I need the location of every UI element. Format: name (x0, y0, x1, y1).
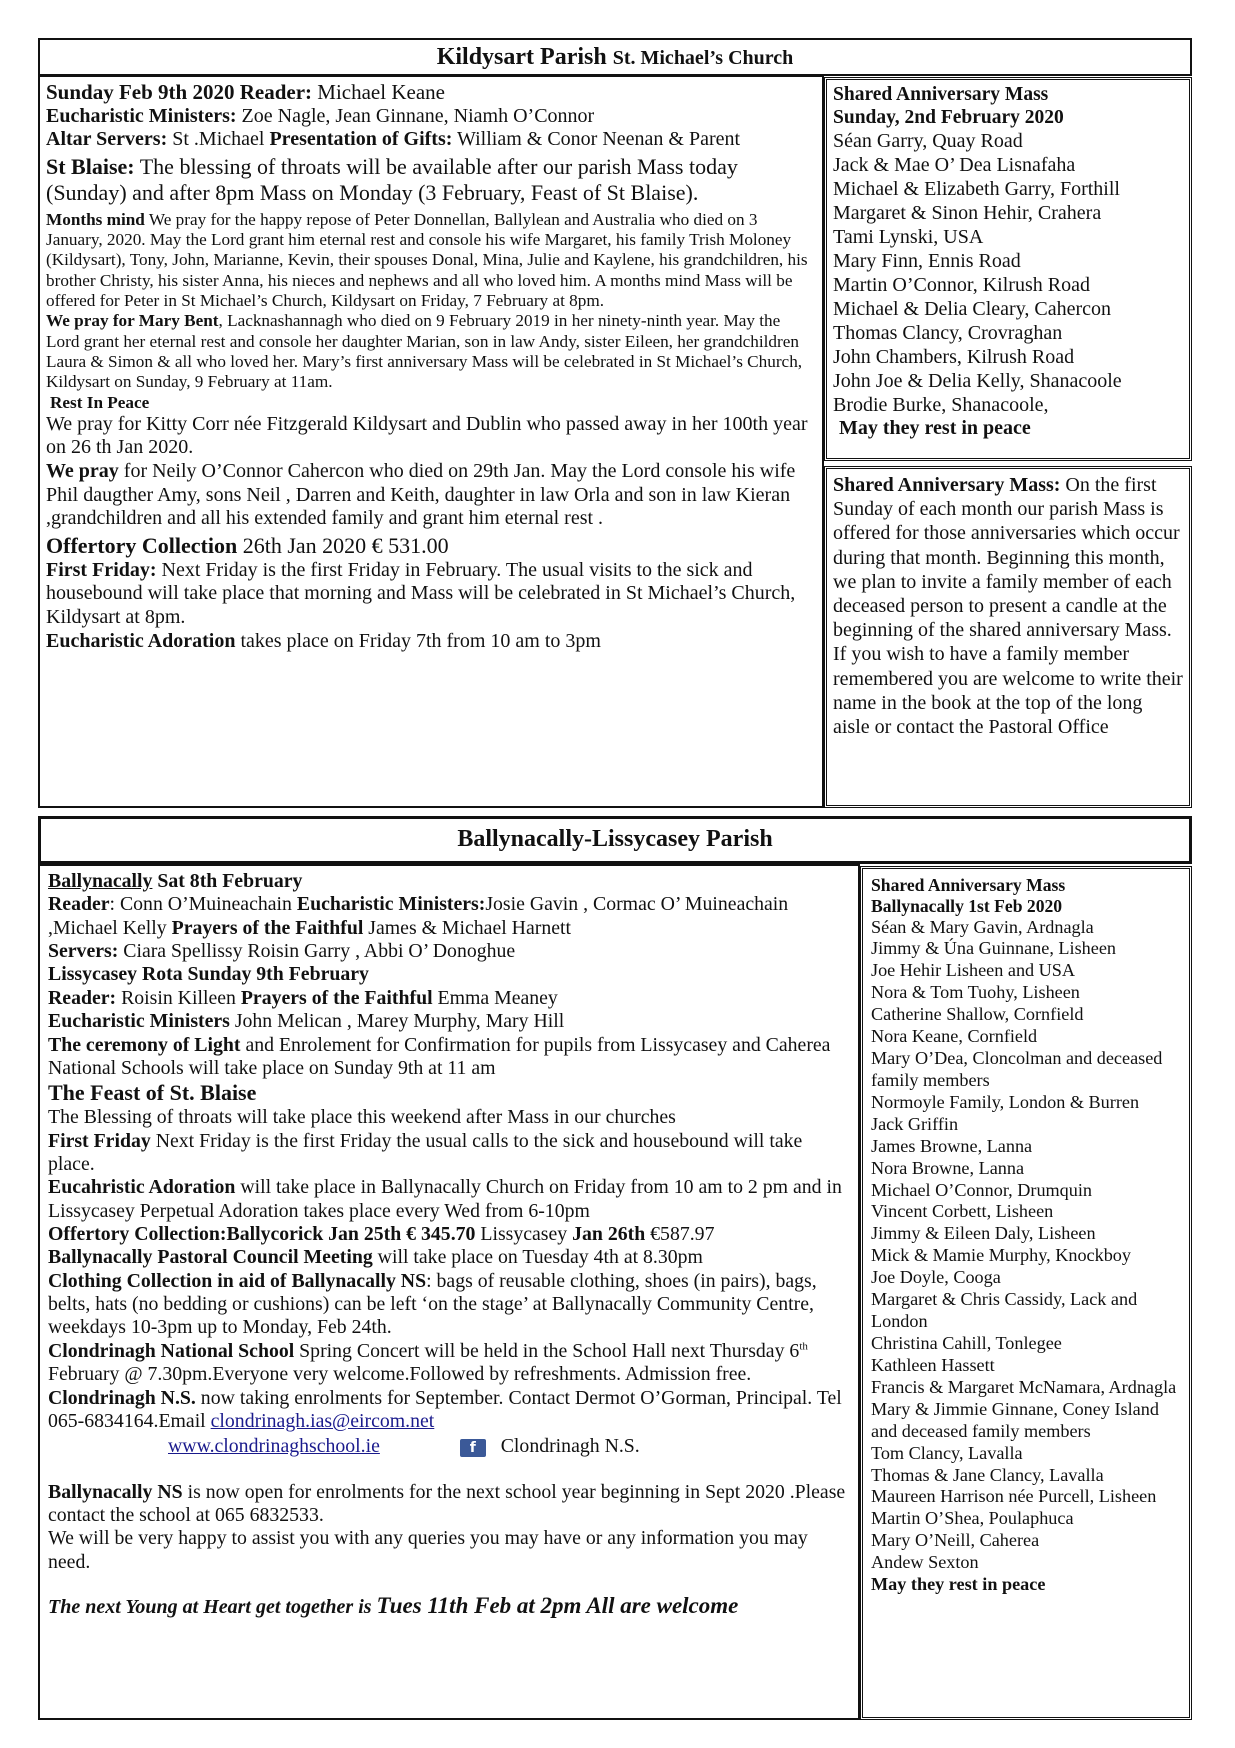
anniversary-name: Mick & Mamie Murphy, Knockboy (871, 1245, 1131, 1266)
em-label: Eucharistic Ministers: (296, 893, 486, 916)
email-link[interactable]: clondrinagh.ias@eircom.net (210, 1409, 435, 1432)
em-names: Josie Gavin , Cormac O’ Muineachain ,Michael Kelly (48, 893, 789, 939)
facebook-page-name: Clondrinagh N.S. (500, 1435, 640, 1458)
anniversary-name: Francis & Margaret McNamara, Ardnagla (871, 1376, 1177, 1397)
first-friday-notice (46, 559, 816, 630)
pastoral-council (48, 1246, 850, 1269)
anniversary-name: Michael & Delia Cleary, Cahercon (833, 298, 1112, 320)
facebook-icon[interactable]: f (460, 1439, 486, 1457)
clothing-label: Clothing Collection in aid of Ballynacally NS (48, 1269, 427, 1292)
ballynacally-sat-heading (48, 870, 850, 893)
potf-names: James & Michael Harnett (368, 916, 571, 939)
st-blaise-text: The blessing of throats will be available after our parish Mass today (Sunday) and after 8pm Mass on Monday (3 February, Feast of St Blaise). (46, 153, 738, 205)
anniversary-name: Michael & Elizabeth Garry, Forthill (833, 178, 1120, 200)
ballynacally-anniversary-list (860, 866, 1192, 1720)
anniversary-name: Mary Finn, Ennis Road (833, 250, 1021, 272)
liss-reader (48, 987, 850, 1010)
anniversary-name: Martin O’Connor, Kilrush Road (833, 274, 1090, 296)
first-friday (48, 1130, 850, 1177)
adoration-label: Eucharistic Adoration (46, 629, 236, 652)
sat-servers (48, 940, 850, 963)
anniversary-name: Brodie Burke, Shanacoole, (833, 394, 1049, 416)
offertory-amount2: €587.97 (645, 1222, 715, 1245)
spring-concert (48, 1340, 850, 1387)
rota-date-label: Sunday Feb 9th 2020 Reader: (46, 80, 313, 104)
assist-text: We will be very happy to assist you with any queries you may have or any information you may need. (48, 1527, 808, 1573)
bns-label: Ballynacally NS (48, 1480, 183, 1503)
gifts-names: William & Conor Neenan & Parent (457, 128, 741, 151)
anniversary-name: Margaret & Chris Cassidy, Lack and London (871, 1289, 1138, 1332)
months-mind-text: We pray for the happy repose of Peter Donnellan, Ballylean and Australia who died on 3 January, 2020. May the Lord grant him eternal rest and console his wife Margaret, his family Trish Moloney (Kildysart), Tony, John, Marianne, Kevin, their spouses Donal, Mina, Julie and Kaylene, his grandchildren, his brother Christy, his sister Anna, his nieces and nephews and all who loved him. A months mind Mass will be offered for Peter in St Michael’s Church, Kildysart on Friday, 7 February at 8pm. (46, 209, 808, 311)
mary-bent-text: , Lacknashannagh who died on 9 February 2019 in her ninety-ninth year. May the Lord grant her eternal rest and console her daughter Marian, son in law Andy, sister Eileen, her grandchildren Laura & Simon & all who loved her. Mary’s first anniversary Mass will be celebrated in St Michael’s Church, Kildysart on Sunday, 9 February at 11am. (46, 311, 803, 392)
months-mind-notice (46, 210, 816, 311)
anniversary-name: Jack Griffin (871, 1113, 959, 1134)
enrol-text: now taking enrolments for September. Contact Dermot O’Gorman, Principal. Tel 065-6834164.Email (48, 1386, 842, 1432)
anniversary-name: Thomas & Jane Clancy, Lavalla (871, 1464, 1104, 1485)
concert-sup: th (799, 1340, 808, 1353)
anniversary-name: John Joe & Delia Kelly, Shanacoole (833, 370, 1122, 392)
clondrinagh-links (48, 1435, 850, 1458)
anniversary-name: Jimmy & Úna Guinnane, Lisheen (871, 938, 1116, 959)
mary-bent-label: We pray for Mary Bent (46, 311, 219, 331)
anniversary-name: Nora Browne, Lanna (871, 1157, 1025, 1178)
bally-anniv-title-1: Shared Anniversary Mass (871, 875, 1066, 895)
bally-anniv-names (871, 917, 1181, 1575)
ballynacally-ns-enrolment (48, 1481, 850, 1528)
anniv-title-1: Shared Anniversary Mass (833, 84, 1049, 105)
kildysart-rota-em (46, 105, 816, 129)
anniversary-name: Tom Clancy, Lavalla (871, 1442, 1023, 1463)
offertory (48, 1223, 850, 1246)
anniversary-name: Joe Hehir Lisheen and USA (871, 960, 1076, 981)
bally-anniv-title-2: Ballynacally 1st Feb 2020 (871, 895, 1063, 916)
adoration-text: will take place in Ballynacally Church on Friday from 10 am to 2 pm and in Lissycasey Perpetual Adoration takes place every Wed from 6-10pm (48, 1176, 842, 1222)
enrol-label: Clondrinagh N.S. (48, 1386, 196, 1409)
anniversary-name: Mary & Jimmie Ginnane, Coney Island and deceased family members (871, 1398, 1159, 1441)
feast-st-blaise-text: The Blessing of throats will take place this weekend after Mass in our churches (48, 1106, 676, 1129)
kildysart-header (38, 38, 1192, 76)
kildysart-rota-servers (46, 128, 816, 152)
ff-text: Next Friday is the first Friday the usual calls to the sick and housebound will take place. (48, 1129, 803, 1175)
offertory-text: 26th Jan 2020 € 531.00 (242, 532, 449, 558)
servers-label: Servers: (48, 940, 119, 963)
anniversary-name: Kathleen Hassett (871, 1354, 995, 1375)
clothing-text: : bags of reusable clothing, shoes (in pairs), bags, belts, hats (no bedding or cushions) can be left ‘on the stage’ at Ballynacally Community Centre, weekdays 10-3pm up to Monday, Feb 24th. (48, 1269, 817, 1339)
liss-reader-label: Reader: (48, 986, 117, 1009)
rip-label: Rest In Peace (50, 392, 150, 412)
anniv-title-2: Sunday, 2nd February 2020 (833, 107, 1064, 128)
kildysart-rota-reader (46, 80, 816, 105)
liss-em-label: Eucharistic Ministers (48, 1010, 230, 1033)
concert-label: Clondrinagh National School (48, 1339, 295, 1362)
anniversary-name: Vincent Corbett, Lisheen (871, 1201, 1054, 1222)
anniversary-name: Séan Garry, Quay Road (833, 130, 1023, 152)
anniversary-name: Christina Cahill, Tonlegee (871, 1333, 1062, 1354)
sat-date: Sat 8th February (157, 870, 303, 892)
servers-names: Ciara Spellissy Roisin Garry , Abbi O’ Donoghue (123, 940, 516, 963)
anniversary-name: Catherine Shallow, Cornfield (871, 1004, 1084, 1025)
anniversary-name: Jack & Mae O’ Dea Lisnafaha (833, 154, 1076, 176)
liss-em (48, 1010, 850, 1033)
reader-label: Reader (48, 893, 110, 916)
adoration-label: Eucahristic Adoration (48, 1176, 236, 1199)
kildysart-church: St. Michael’s Church (612, 47, 794, 69)
offertory-label: Offertory Collection (46, 532, 238, 558)
anniversary-name: Mary O’Dea, Cloncolman and deceased family members (871, 1048, 1163, 1090)
em-label: Eucharistic Ministers: (46, 104, 237, 127)
anniversary-name: Joe Doyle, Cooga (871, 1267, 1001, 1288)
st-blaise-notice (46, 154, 816, 206)
ff-label: First Friday (48, 1129, 151, 1152)
neily-label: We pray (46, 460, 119, 483)
reader-name: : Conn O’Muineachain (109, 893, 297, 916)
anniversary-name: Michael O’Connor, Drumquin (871, 1179, 1093, 1200)
anniversary-name: Jimmy & Eileen Daly, Lisheen (871, 1223, 1096, 1244)
anniversary-name: Maureen Harrison née Purcell, Lisheen (871, 1486, 1157, 1507)
potf-label: Prayers of the Faithful (171, 916, 364, 939)
anniv-info-body: On the first Sunday of each month our parish Mass is offered for those anniversaries which occur during that month. Beginning this month, we plan to invite a family member of each deceased person to present a candle at the beginning of the shared anniversary Mass. If you wish to have a family member remembered you are welcome to write their name in the book at the top of the long aisle or contact the Pastoral Office (833, 474, 1183, 738)
anniv-info-label: Shared Anniversary Mass: (833, 474, 1061, 496)
liss-potf-name: Emma Meaney (437, 986, 558, 1009)
em-names: Zoe Nagle, Jean Ginnane, Niamh O’Connor (241, 104, 595, 127)
ballynacally-main-column (38, 864, 860, 1720)
liss-em-names: John Melican , Marey Murphy, Mary Hill (234, 1010, 565, 1033)
lissycasey-rota-heading: Lissycasey Rota Sunday 9th February (48, 963, 369, 986)
anniversary-name: Andew Sexton (871, 1552, 979, 1573)
anniversary-name: Nora & Tom Tuohy, Lisheen (871, 982, 1080, 1003)
anniv-info-text (833, 473, 1183, 739)
liss-reader-name: Roisin Killeen (121, 986, 241, 1009)
anniversary-name: Martin O’Shea, Poulaphuca (871, 1508, 1074, 1529)
ceremony-of-light (48, 1034, 850, 1081)
anniv-closing: May they rest in peace (839, 417, 1031, 439)
bns-text: is now open for enrolments for the next school year beginning in Sept 2020 .Please contact the school at 065 6832533. (48, 1480, 846, 1526)
offertory-label: Offertory Collection:Ballycorick Jan 25th € 345.70 (48, 1222, 476, 1245)
adoration (48, 1176, 850, 1223)
bally-anniv-closing: May they rest in peace (871, 1574, 1046, 1595)
kildysart-anniversary-list (824, 77, 1192, 461)
rota-reader: Michael Keane (317, 80, 445, 104)
anniv-names (833, 129, 1183, 417)
kildysart-title: Kildysart Parish (436, 44, 607, 70)
council-text: will take place on Tuesday 4th at 8.30pm (372, 1246, 703, 1269)
anniversary-name: John Chambers, Kilrush Road (833, 346, 1075, 368)
rip-heading (46, 393, 816, 413)
concert-text-1: Spring Concert will be held in the School Hall next Thursday 6 (294, 1339, 800, 1362)
sat-rota (48, 893, 850, 940)
anniversary-name: James Browne, Lanna (871, 1135, 1033, 1156)
first-friday-label: First Friday: (46, 558, 157, 581)
anniversary-name: Mary O’Neill, Caherea (871, 1530, 1040, 1551)
ballynacally-header (38, 816, 1192, 864)
offertory-date2: Jan 26th (572, 1222, 646, 1245)
anniversary-name: Séan & Mary Gavin, Ardnagla (871, 916, 1094, 937)
council-label: Ballynacally Pastoral Council Meeting (48, 1246, 373, 1269)
young-at-heart (48, 1592, 850, 1620)
gifts-label: Presentation of Gifts: (269, 128, 453, 151)
feast-st-blaise-title: The Feast of St. Blaise (48, 1080, 257, 1106)
rip-text: We pray for Kitty Corr née Fitzgerald Kildysart and Dublin who passed away in her 100th year on 26 th Jan 2020. (46, 412, 808, 459)
young-at-heart-text: The next Young at Heart get together is (48, 1596, 377, 1619)
sat-place: Ballynacally (48, 870, 153, 892)
young-at-heart-date: Tues 11th Feb at 2pm All are welcome (376, 1593, 739, 1619)
first-friday-text: Next Friday is the first Friday in February. The usual visits to the sick and housebound will take place that morning and Mass will be celebrated in St Michael’s Church, Kildysart at 8pm. (46, 558, 796, 628)
adoration-text: takes place on Friday 7th from 10 am to 3pm (240, 629, 601, 652)
light-label: The ceremony of Light (48, 1033, 241, 1056)
offertory-mid: Lissycasey (475, 1222, 573, 1245)
anniversary-name: Tami Lynski, USA (833, 226, 984, 248)
ballynacally-title: Ballynacally-Lissycasey Parish (457, 826, 773, 852)
servers-label: Altar Servers: (46, 128, 168, 151)
anniversary-name: Normoyle Family, London & Burren (871, 1091, 1140, 1112)
kildysart-anniversary-info (824, 466, 1192, 808)
anniversary-name: Margaret & Sinon Hehir, Crahera (833, 202, 1102, 224)
neily-notice (46, 460, 816, 531)
offertory-notice (46, 533, 816, 559)
st-blaise-label: St Blaise: (46, 153, 135, 179)
light-text: and Enrolement for Confirmation for pupils from Lissycasey and Caherea National Schools will take place on Sunday 9th at 11 am (48, 1033, 831, 1079)
anniversary-name: Nora Keane, Cornfield (871, 1026, 1038, 1047)
adoration-notice (46, 630, 816, 654)
concert-text-2: February @ 7.30pm.Everyone very welcome.Followed by refreshments. Admission free. (48, 1363, 752, 1386)
website-link[interactable]: www.clondrinaghschool.ie (168, 1435, 380, 1458)
kildysart-main-column (38, 75, 824, 808)
clothing-collection (48, 1270, 850, 1340)
clondrinagh-enrolment (48, 1387, 850, 1434)
neily-text: for Neily O’Connor Cahercon who died on 29th Jan. May the Lord console his wife Phil daugther Amy, sons Neil , Darren and Keith, daughter in law Orla and son in law Kieran ,grandchildren and all his extended family and grant him eternal rest . (46, 460, 796, 530)
liss-potf-label: Prayers of the Faithful (240, 986, 433, 1009)
servers-names: St .Michael (172, 128, 265, 151)
mary-bent-notice (46, 311, 816, 392)
months-mind-label: Months mind (46, 209, 145, 229)
anniversary-name: Thomas Clancy, Crovraghan (833, 322, 1063, 344)
